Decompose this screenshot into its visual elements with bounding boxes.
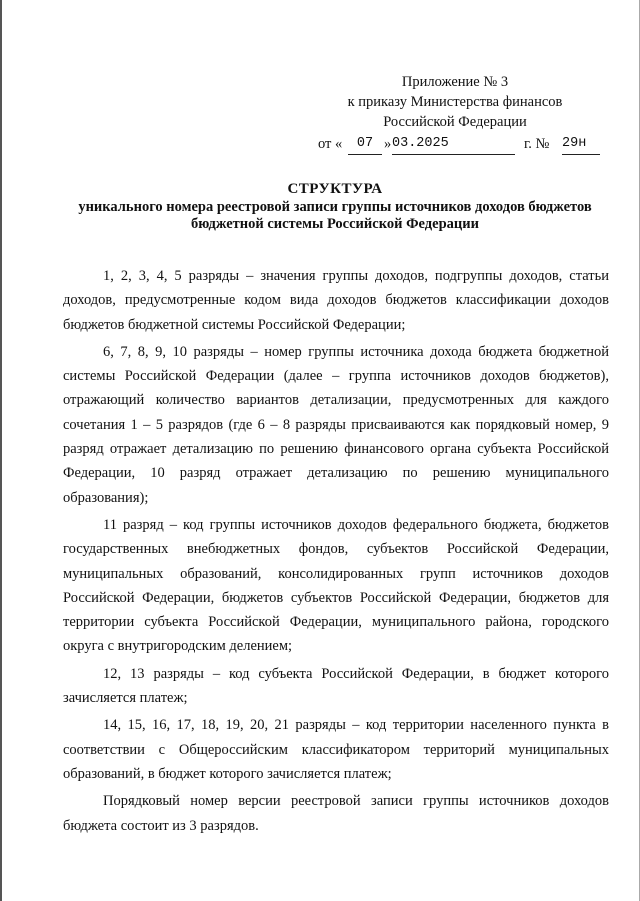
- date-separator: »: [384, 136, 392, 152]
- order-day: 07: [348, 134, 382, 155]
- from-label: от «: [318, 136, 343, 152]
- paragraph-digits-1-5: 1, 2, 3, 4, 5 разряды – значения группы доходов, подгруппы доходов, статьи доходов, предусмотренные кодом вида доходов бюджетов классификации доходов бюджетов бюджетной системы Российской Федерации;: [63, 268, 609, 333]
- document-title: [40, 181, 630, 233]
- appendix-header: [300, 72, 610, 156]
- appendix-ministry: Российской Федерации: [383, 114, 527, 130]
- order-month-year: 03.2025: [392, 134, 515, 155]
- paragraph-digits-14-21: 14, 15, 16, 17, 18, 19, 20, 21 разряды – код территории населенного пункта в соответствии с Общероссийским классификатором территорий муниципальных образований, в бюджет которого зачисляется платеж;: [63, 717, 609, 782]
- title-subtitle-line1: уникального номера реестровой записи группы источников доходов бюджетов: [78, 199, 592, 215]
- order-number: 29н: [562, 134, 600, 155]
- title-subtitle-line2: бюджетной системы Российской Федерации: [191, 216, 479, 232]
- document-body: [63, 264, 609, 841]
- paragraph-digits-6-10: 6, 7, 8, 9, 10 разряды – номер группы источника дохода бюджета бюджетной системы Российской Федерации (далее – группа источников доходов бюджетов), отражающий количество вариантов детализации, предусмотренных для каждого сочетания 1 – 5 разрядов (где 6 – 8 разряды присваиваются как порядковый номер, 9 разряд отражает детализацию по решению финансового органа субъекта Российской Федерации, 10 разряд отражает детализацию по решению муниципального образования);: [63, 343, 609, 506]
- page-left-edge: [0, 0, 2, 901]
- paragraph-digit-11: 11 разряд – код группы источников доходов федерального бюджета, бюджетов государственных внебюджетных фондов, субъектов Российской Федерации, муниципальных образований, консолидированных групп источников доходов Российской Федерации, бюджетов субъектов Российской Федерации, бюджетов для территории субъекта Российской Федерации, муниципального района, городского округа с внутригородским делением;: [63, 516, 609, 655]
- number-label: г. №: [524, 136, 550, 152]
- order-date-line: [300, 134, 610, 156]
- paragraph-version-number: Порядковый номер версии реестровой записи группы источников доходов бюджета состоит из 3 разрядов.: [63, 793, 609, 834]
- appendix-number: Приложение № 3: [401, 74, 509, 90]
- paragraph-digits-12-13: 12, 13 разряды – код субъекта Российской Федерации, в бюджет которого зачисляется платеж;: [63, 665, 609, 707]
- appendix-order-ref: к приказу Министерства финансов: [347, 94, 563, 110]
- title-heading: СТРУКТУРА: [287, 181, 383, 197]
